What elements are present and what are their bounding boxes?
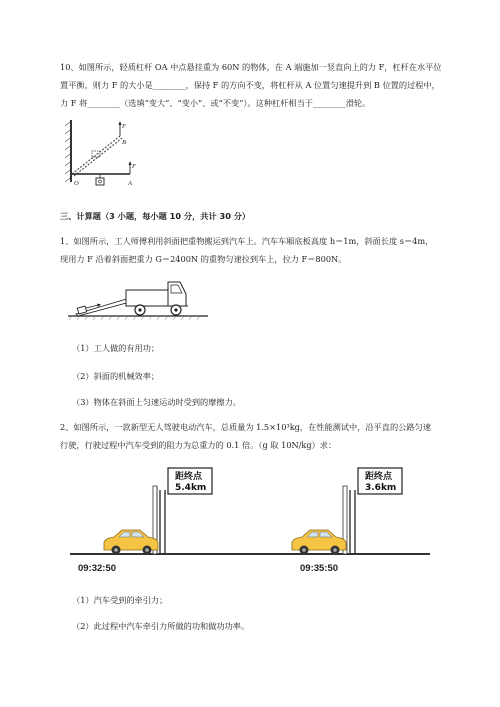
car-2 — [292, 530, 346, 555]
ramp-truck-figure — [68, 272, 208, 324]
lever-raised-dashed — [72, 136, 120, 174]
q10-line-3: 力 F 将________（选填“变大”、“变小”、或“不变”）。这种杠杆相当于________滑轮。 — [60, 98, 371, 108]
q2-sub-2: （2）此过程中汽车牵引力所做的功和做功功率。 — [72, 621, 250, 631]
label-o: O — [74, 180, 79, 187]
weight-box — [96, 178, 104, 185]
sign-2-title: 距终点 — [365, 472, 393, 482]
section-heading: 三、计算题（3 小题，每小题 10 分，共计 30 分） — [60, 211, 251, 221]
sign-1-value: 5.4km — [175, 483, 207, 493]
label-f-top: F — [122, 123, 126, 130]
wall — [70, 120, 72, 182]
lever-figure — [62, 118, 152, 190]
ground-hatch — [69, 316, 200, 320]
car-1 — [104, 530, 158, 555]
q1-sub-3: （3）物体在斜面上匀速运动时受到的摩擦力。 — [72, 397, 241, 407]
wall-hatch — [65, 122, 70, 182]
q1-sub-1: （1）工人做的有用功； — [72, 343, 160, 353]
q10-line-1: 10、如图所示，轻质杠杆 OA 中点悬挂重为 60N 的物体，在 A 端施加一竖直向上的力 F，杠杆在水平位 — [60, 62, 442, 72]
q10-line-2: 置平衡，则力 F 的大小是________，保持 F 的方向不变，将杠杆从 A 位置匀速提升到 B 位置的过程中， — [60, 80, 440, 90]
sign-2-value: 3.6km — [365, 483, 397, 493]
q1-line-1: 1、如图所示，工人师傅利用斜面把重物搬运到汽车上。汽车车厢底板高度 h＝1m，斜面长度 s＝4m， — [60, 236, 434, 246]
q1-line-2: 现用力 F 沿着斜面把重力 G＝2400N 的重物匀速拉到车上，拉力 F＝800N。 — [60, 254, 347, 264]
q2-line-2: 行驶，行驶过程中汽车受到的阻力为总重力的 0.1 倍。（g 取 10N/kg）求： — [60, 440, 337, 450]
q2-line-1: 2、如图所示，一款新型无人驾驶电动汽车，总质量为 1.5×10³kg，在性能测试中，沿平直的公路匀速 — [60, 422, 431, 432]
q1-sub-2: （2）斜面的机械效率； — [72, 371, 160, 381]
sign-1-title: 距终点 — [175, 472, 203, 482]
road-car-figure — [70, 460, 430, 578]
label-f-right: F — [132, 163, 136, 170]
truck-cargo — [126, 290, 168, 306]
time-2: 09:35:50 — [300, 563, 339, 574]
q2-sub-1: （1）汽车受到的牵引力； — [72, 595, 168, 605]
time-1: 09:32:50 — [78, 563, 117, 574]
label-a: A — [128, 180, 132, 187]
label-b: B — [122, 139, 126, 146]
